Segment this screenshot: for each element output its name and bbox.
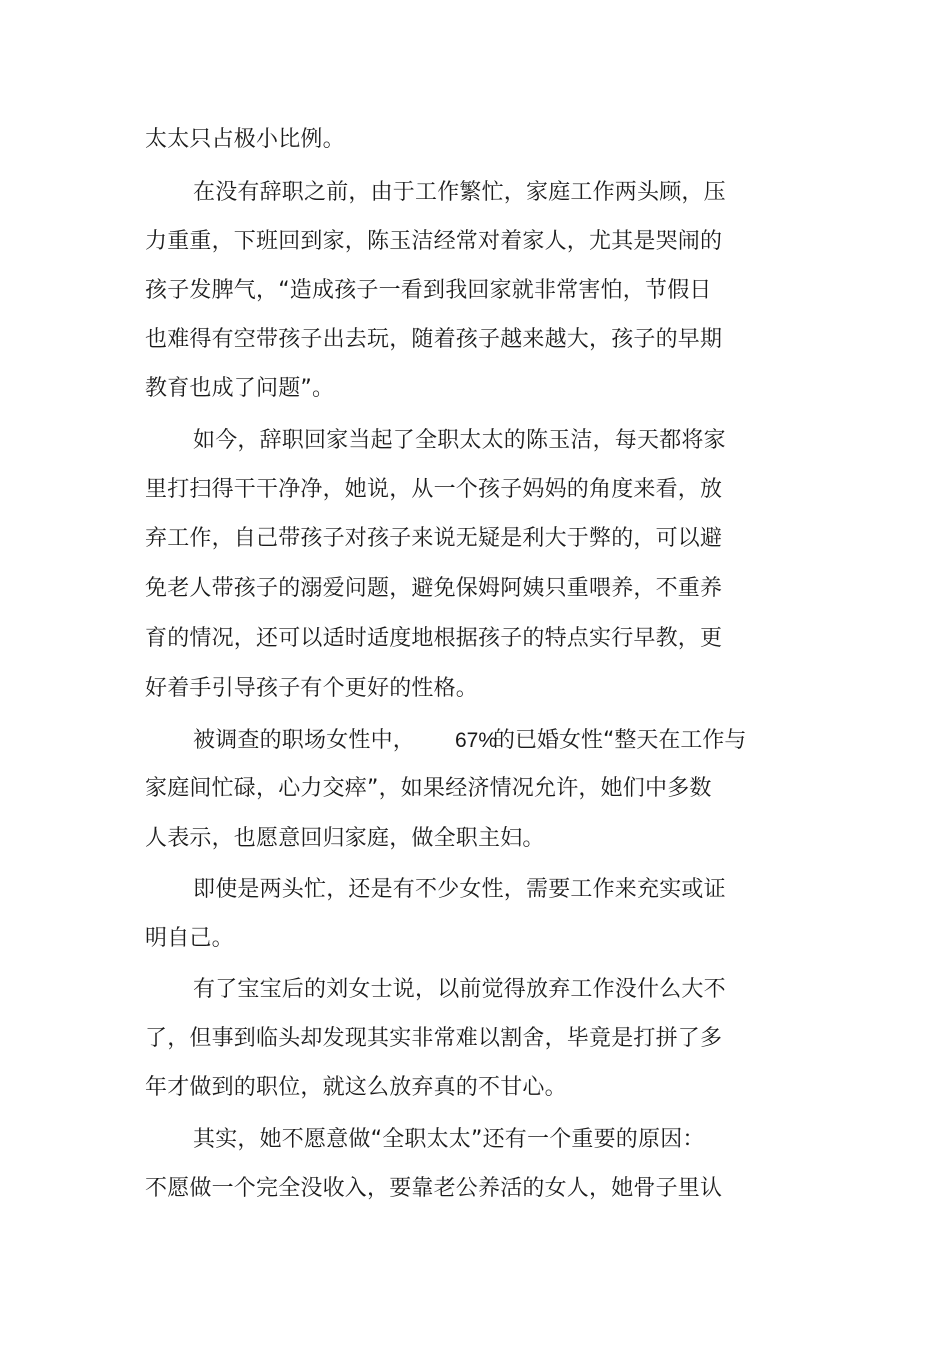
text-line: 人表示，也愿意回归家庭，做全职主妇。 bbox=[145, 826, 545, 851]
text-line: 免老人带孩子的溺爱问题，避免保姆阿姨只重喂养，不重养 bbox=[145, 576, 723, 601]
paragraph-first-line: 其实，她不愿意做“全职太太”还有一个重要的原因： bbox=[193, 1127, 705, 1152]
text-line: 教育也成了问题”。 bbox=[145, 376, 335, 401]
text-line: 育的情况，还可以适时适度地根据孩子的特点实行早教，更 bbox=[145, 626, 723, 651]
paragraph-first-line: 如今，辞职回家当起了全职太太的陈玉洁，每天都将家 bbox=[193, 428, 726, 453]
text-line: 力重重，下班回到家，陈玉洁经常对着家人，尤其是哭闹的 bbox=[145, 229, 723, 254]
text-line-continuation: 的已婚女性“整天在工作与 bbox=[493, 728, 747, 753]
text-line: 不愿做一个完全没收入，要靠老公养活的女人，她骨子里认 bbox=[145, 1176, 723, 1201]
text-line: 里打扫得干干净净，她说，从一个孩子妈妈的角度来看，放 bbox=[145, 477, 723, 502]
text-line: 也难得有空带孩子出去玩，随着孩子越来越大，孩子的早期 bbox=[145, 327, 723, 352]
paragraph-first-line: 有了宝宝后的刘女士说，以前觉得放弃工作没什么大不 bbox=[193, 977, 726, 1002]
text-line: 好着手引导孩子有个更好的性格。 bbox=[145, 676, 479, 701]
text-line: 明自己。 bbox=[145, 926, 234, 951]
text-line: 家庭间忙碌，心力交瘁”，如果经济情况允许，她们中多数 bbox=[145, 776, 712, 801]
text-line: 太太只占极小比例。 bbox=[145, 127, 345, 152]
text-line: 弃工作，自己带孩子对孩子来说无疑是利大于弊的，可以避 bbox=[145, 526, 723, 551]
percentage-value: 67% bbox=[455, 729, 498, 752]
paragraph-first-line: 即使是两头忙，还是有不少女性，需要工作来充实或证 bbox=[193, 877, 726, 902]
paragraph-first-line: 被调查的职场女性中， bbox=[193, 728, 416, 753]
text-line: 孩子发脾气，“造成孩子一看到我回家就非常害怕，节假日 bbox=[145, 278, 712, 303]
text-line: 年才做到的职位，就这么放弃真的不甘心。 bbox=[145, 1075, 567, 1100]
paragraph-first-line: 在没有辞职之前，由于工作繁忙，家庭工作两头顾，压 bbox=[193, 180, 726, 205]
text-line: 了，但事到临头却发现其实非常难以割舍，毕竟是打拼了多 bbox=[145, 1026, 723, 1051]
